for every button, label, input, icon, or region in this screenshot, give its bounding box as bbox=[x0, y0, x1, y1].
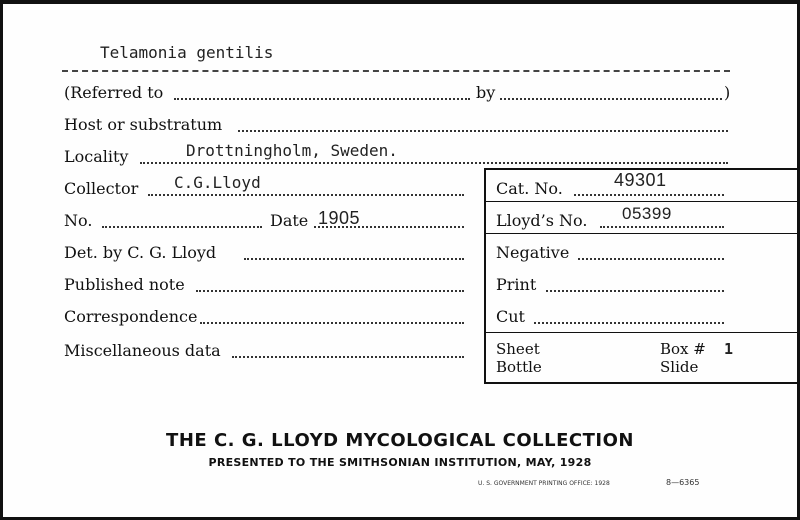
card-border-top bbox=[0, 0, 800, 4]
species-name: Telamonia gentilis bbox=[100, 43, 274, 62]
collector-line bbox=[148, 194, 464, 196]
referred-to-line bbox=[174, 98, 470, 100]
box-divider-3 bbox=[484, 332, 800, 333]
det-by-label: Det. by C. G. Lloyd bbox=[64, 243, 217, 262]
slide-label: Slide bbox=[660, 358, 699, 376]
sheet-label: Sheet bbox=[496, 340, 540, 358]
box-value: 1 bbox=[724, 340, 734, 358]
correspondence-line bbox=[200, 322, 464, 324]
cat-no-line bbox=[574, 194, 724, 196]
negative-line bbox=[578, 258, 724, 260]
cut-label: Cut bbox=[496, 307, 525, 326]
date-label: Date bbox=[270, 211, 309, 230]
referred-to-label: (Referred to bbox=[64, 83, 164, 102]
locality-label: Locality bbox=[64, 147, 129, 166]
no-line bbox=[102, 226, 262, 228]
no-label: No. bbox=[64, 211, 93, 230]
published-note-line bbox=[196, 290, 464, 292]
correspondence-label: Correspondence bbox=[64, 307, 198, 326]
negative-label: Negative bbox=[496, 243, 570, 262]
lloyds-no-label: Lloyd’s No. bbox=[496, 211, 588, 230]
cat-no-label: Cat. No. bbox=[496, 179, 563, 198]
box-label: Box # bbox=[660, 340, 706, 358]
cat-no-value: 49301 bbox=[614, 170, 667, 190]
collector-value: C.G.Lloyd bbox=[174, 173, 261, 192]
form-number: 8—6365 bbox=[666, 478, 700, 487]
det-by-line bbox=[244, 258, 464, 260]
print-line bbox=[546, 290, 724, 292]
misc-data-line bbox=[232, 356, 464, 358]
by-label: by bbox=[476, 83, 496, 102]
box-divider-1 bbox=[484, 201, 800, 202]
referred-close-paren: ) bbox=[724, 83, 731, 102]
collector-label: Collector bbox=[64, 179, 139, 198]
misc-data-label: Miscellaneous data bbox=[64, 341, 221, 360]
host-line bbox=[238, 130, 728, 132]
printing-office-note: U. S. GOVERNMENT PRINTING OFFICE: 1928 bbox=[478, 480, 610, 487]
locality-value: Drottningholm, Sweden. bbox=[186, 141, 398, 160]
host-label: Host or substratum bbox=[64, 115, 223, 134]
lloyds-no-value: 05399 bbox=[622, 204, 672, 223]
by-line bbox=[500, 98, 722, 100]
date-value: 1905 bbox=[318, 208, 361, 228]
bottle-label: Bottle bbox=[496, 358, 542, 376]
lloyds-no-line bbox=[600, 226, 724, 228]
cut-line bbox=[534, 322, 724, 324]
published-note-label: Published note bbox=[64, 275, 185, 294]
box-divider-2 bbox=[484, 233, 800, 234]
species-separator bbox=[62, 70, 730, 72]
collection-subtitle: PRESENTED TO THE SMITHSONIAN INSTITUTION, MAY, 1928 bbox=[208, 456, 592, 469]
locality-line bbox=[140, 162, 728, 164]
collection-title: THE C. G. LLOYD MYCOLOGICAL COLLECTION bbox=[166, 430, 634, 451]
print-label: Print bbox=[496, 275, 537, 294]
